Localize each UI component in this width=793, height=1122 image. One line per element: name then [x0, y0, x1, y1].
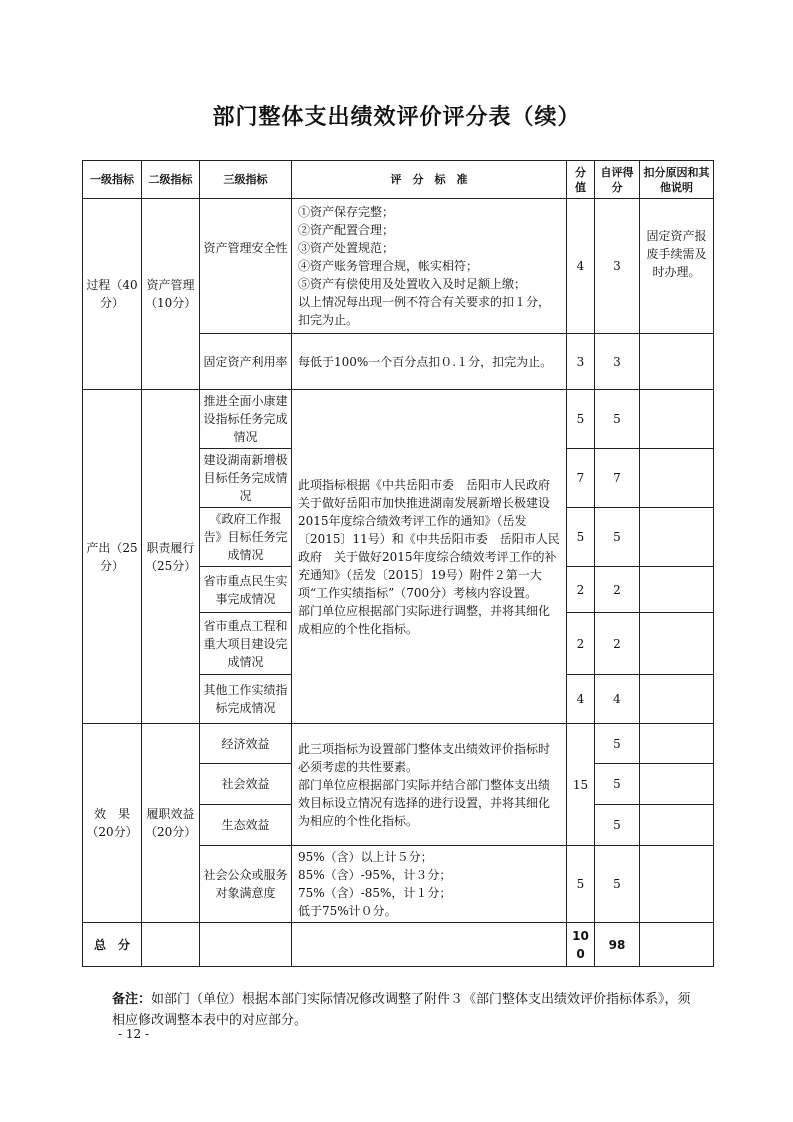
output-standard — [292, 390, 567, 724]
score-value: 2 — [567, 567, 595, 613]
standard-line: ⑤资产有偿使用及处置收入及时足额上缴； — [298, 277, 527, 291]
standard-line: 部门单位应根据部门实际进行调整，并将其细化成相应的个性化指标。 — [298, 603, 551, 636]
header-self-score: 自评得分 — [595, 161, 640, 199]
page-number: - 12 - — [118, 1027, 150, 1041]
total-score: 100 — [567, 923, 595, 967]
deduction-note — [640, 764, 714, 805]
output-level2: 职责履行（25分） — [142, 390, 200, 724]
output-item-name: 省市重点工程和重大项目建设完成情况 — [200, 613, 292, 675]
empty-cell — [142, 923, 200, 967]
score-value: 4 — [567, 199, 595, 334]
satisfaction-standard — [292, 846, 567, 923]
effect-level1: 效 果（20分） — [83, 724, 142, 923]
header-deduction-reason: 扣分原因和其他说明 — [640, 161, 714, 199]
self-score: 5 — [595, 805, 640, 846]
self-score: 5 — [595, 764, 640, 805]
self-score: 2 — [595, 567, 640, 613]
deduction-note — [640, 567, 714, 613]
header-row — [83, 161, 714, 199]
output-item-name: 其他工作实绩指标完成情况 — [200, 675, 292, 724]
total-self-score: 98 — [595, 923, 640, 967]
score-value: 7 — [567, 449, 595, 508]
table-row — [83, 724, 714, 764]
standard-line: ①资产保存完整； — [298, 205, 395, 219]
score-value: 15 — [567, 724, 595, 846]
output-item-name: 省市重点民生实事完成情况 — [200, 567, 292, 613]
process-level1: 过程（40分） — [83, 199, 142, 390]
fixed-asset-name: 固定资产利用率 — [200, 334, 292, 390]
deduction-note — [640, 846, 714, 923]
effect-level2: 履职效益（20分） — [142, 724, 200, 923]
score-value: 2 — [567, 613, 595, 675]
table-row — [83, 390, 714, 449]
header-standard: 评 分 标 准 — [292, 161, 567, 199]
deduction-note: 固定资产报废手续需及时办理。 — [640, 199, 714, 334]
empty-cell — [640, 923, 714, 967]
self-score: 3 — [595, 334, 640, 390]
effect-item-name: 社会效益 — [200, 764, 292, 805]
footnote-text: 如部门（单位）根据本部门实际情况修改调整了附件３《部门整体支出绩效评价指标体系》，须相应修改调整本表中的对应部分。 — [112, 992, 691, 1028]
score-value: 5 — [567, 846, 595, 923]
page-title: 部门整体支出绩效评价评分表（续） — [212, 105, 581, 130]
header-level1: 一级指标 — [83, 161, 142, 199]
standard-line: 85%（含）-95%，计３分； — [298, 868, 452, 882]
standard-line: ④资产账务管理合规，帐实相符； — [298, 259, 479, 273]
score-value: 5 — [567, 390, 595, 449]
self-score: 5 — [595, 508, 640, 567]
deduction-note — [640, 613, 714, 675]
deduction-note — [640, 675, 714, 724]
deduction-note — [640, 449, 714, 508]
effect-item-name: 生态效益 — [200, 805, 292, 846]
output-item-name: 推进全面小康建设指标任务完成情况 — [200, 390, 292, 449]
empty-cell — [292, 923, 567, 967]
deduction-note — [640, 805, 714, 846]
header-score-value: 分值 — [567, 161, 595, 199]
footnote-label: 备注： — [112, 992, 152, 1007]
standard-line: 95%（含）以上计５分； — [298, 850, 433, 864]
standard-line: 75%（含）-85%，计１分； — [298, 886, 452, 900]
self-score: 2 — [595, 613, 640, 675]
standard-line: 此三项指标为设置部门整体支出绩效评价指标时必须考虑的共性要素。 — [298, 741, 551, 774]
satisfaction-name: 社会公众或服务对象满意度 — [200, 846, 292, 923]
standard-line: ②资产配置合理； — [298, 223, 395, 237]
deduction-note — [640, 390, 714, 449]
deduction-note — [640, 334, 714, 390]
standard-line: 以上情况每出现一例不符合有关要求的扣１分，扣完为止。 — [298, 295, 551, 327]
output-item-name: 建设湖南新增极目标任务完成情况 — [200, 449, 292, 508]
score-table — [82, 160, 714, 967]
effect-item-name: 经济效益 — [200, 724, 292, 764]
standard-line: 低于75%计０分。 — [298, 904, 397, 918]
score-value: 4 — [567, 675, 595, 724]
deduction-note — [640, 508, 714, 567]
self-score: 5 — [595, 846, 640, 923]
fixed-asset-standard: 每低于100%一个百分点扣０.１分，扣完为止。 — [292, 334, 567, 390]
deduction-note — [640, 724, 714, 764]
output-item-name: 《政府工作报告》目标任务完成情况 — [200, 508, 292, 567]
footnote — [112, 989, 692, 1031]
empty-cell — [200, 923, 292, 967]
self-score: 7 — [595, 449, 640, 508]
table-row — [83, 199, 714, 334]
effect-standard — [292, 724, 567, 846]
standard-line: 此项指标根据《中共岳阳市委 岳阳市人民政府 关于做好岳阳市加快推进湖南发展新增长极建设2015年度综合绩效考评工作的通知》（岳发〔2015〕11号）和《中共岳阳市委 岳阳市人民政府 关于做好2015年度综合绩效考评工作的补充通知》（岳发〔2015〕19号）附件２第一大项“工作实绩指标”（700分）考核内容设置。 — [298, 477, 563, 600]
asset-safety-standard — [292, 199, 567, 334]
header-level2: 二级指标 — [142, 161, 200, 199]
self-score: 3 — [595, 199, 640, 334]
self-score: 5 — [595, 390, 640, 449]
total-label: 总 分 — [83, 923, 142, 967]
output-level1: 产出（25分） — [83, 390, 142, 724]
total-row — [83, 923, 714, 967]
header-level3: 三级指标 — [200, 161, 292, 199]
self-score: 5 — [595, 724, 640, 764]
standard-line: ③资产处置规范； — [298, 241, 395, 255]
score-value: 3 — [567, 334, 595, 390]
score-value: 5 — [567, 508, 595, 567]
process-level2: 资产管理（10分） — [142, 199, 200, 390]
standard-line: 部门单位应根据部门实际并结合部门整体支出绩效目标设立情况有选择的进行设置，并将其细化为相应的个性化指标。 — [298, 777, 551, 828]
self-score: 4 — [595, 675, 640, 724]
asset-safety-name: 资产管理安全性 — [200, 199, 292, 334]
